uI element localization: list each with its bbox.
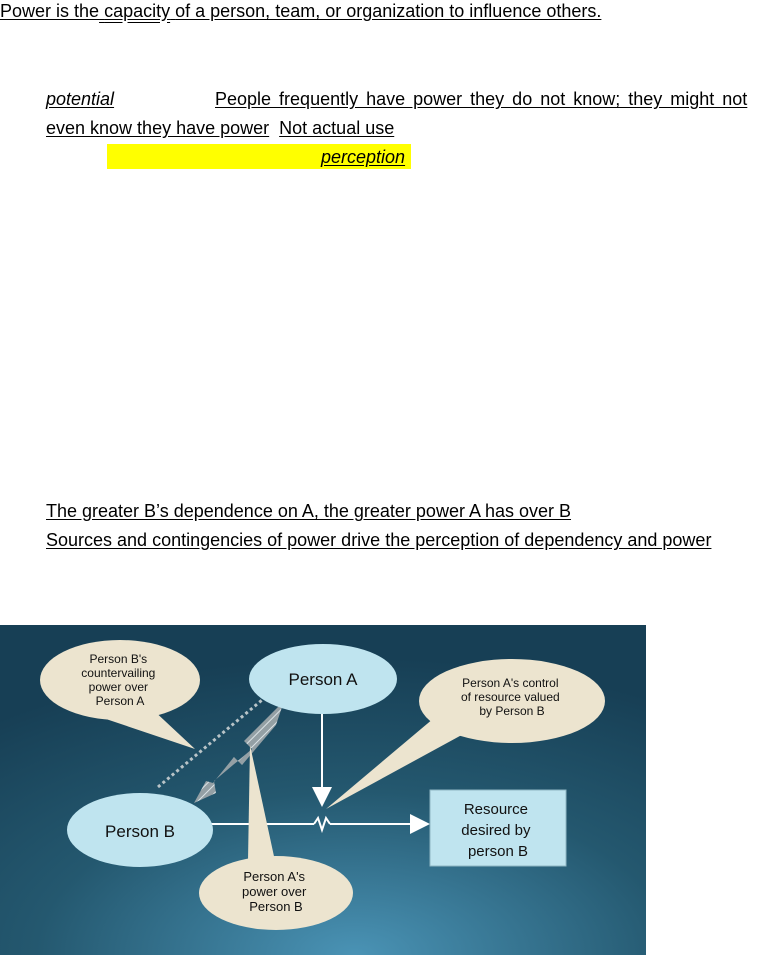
dependence-statement: The greater B’s dependence on A, the greater power A has over B — [46, 501, 572, 521]
person-a-label: Person A — [288, 670, 358, 689]
resource-line-1: Resource — [463, 801, 529, 818]
potential-explanation-line1: People frequently have power they do not know; they might not — [215, 89, 748, 109]
control-line-1: Person A's control — [462, 676, 559, 690]
countervailing-line-4: Person A — [95, 694, 145, 708]
resource-line-2: desired by — [461, 822, 531, 839]
power-over-line-2: power over — [242, 884, 307, 899]
person-b-node — [67, 793, 213, 867]
not-actual-use: Not actual use — [279, 118, 395, 138]
resource-box — [430, 790, 566, 866]
definition-prefix: Power is the — [0, 1, 100, 21]
power-over-line-3: Person B — [249, 899, 303, 914]
perception-term: perception — [321, 147, 406, 167]
potential-term: potential — [46, 89, 115, 109]
power-dependence-diagram — [0, 625, 646, 955]
control-line-2: of resource valued — [460, 690, 560, 704]
person-a-node — [249, 644, 397, 714]
potential-line2-text: even know they have power — [46, 118, 270, 138]
control-line-3: by Person B — [479, 704, 545, 718]
resource-line-3: person B — [467, 843, 529, 860]
sources-statement: Sources and contingencies of power drive the perception of dependency and power — [46, 530, 712, 550]
definition-suffix: of a person, team, or organization to influence others. — [175, 1, 602, 21]
svg-text:Resource desired by — [461, 801, 534, 860]
power-definition — [0, 0, 601, 22]
countervailing-line-2: countervailing — [81, 666, 156, 680]
person-b-label: Person B — [105, 822, 175, 841]
countervailing-line-3: power over — [88, 680, 149, 694]
power-over-line-1: Person A's — [243, 869, 306, 884]
countervailing-line-1: Person B's — [89, 652, 148, 666]
potential-explanation-line2 — [46, 117, 394, 139]
svg-text:Person A's power over — [242, 869, 310, 914]
definition-capacity: capacity — [104, 1, 171, 21]
